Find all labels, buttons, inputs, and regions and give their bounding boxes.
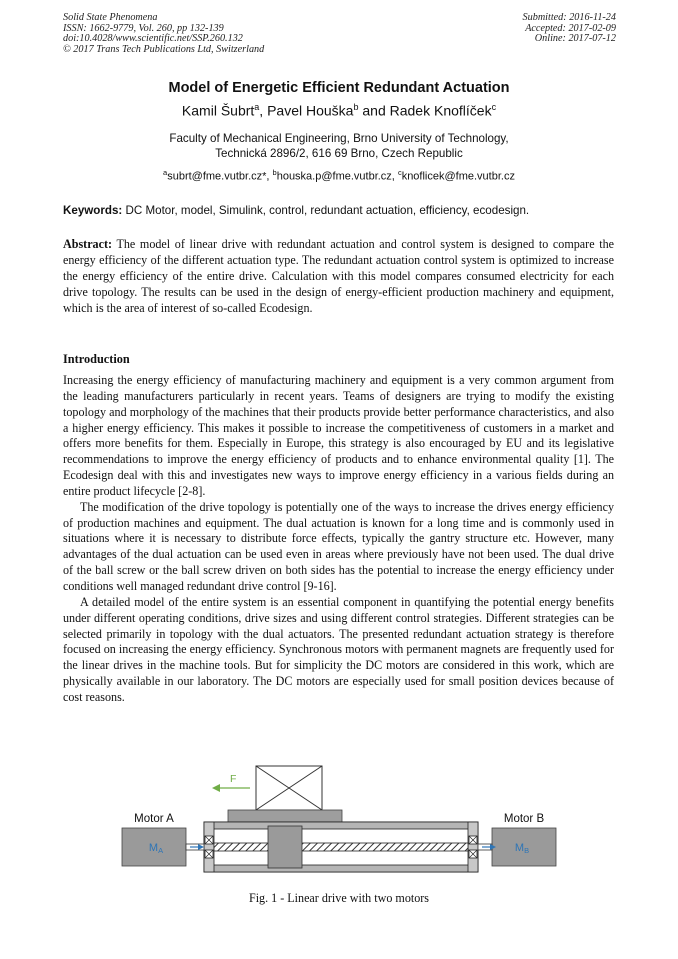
author-name: and Radek Knoflíček xyxy=(358,102,492,119)
paper-title: Model of Energetic Efficient Redundant Actuation xyxy=(168,80,510,96)
force-label: F xyxy=(230,773,237,785)
author-list xyxy=(0,102,678,119)
abstract xyxy=(63,237,614,317)
email-superscript: c xyxy=(397,168,402,177)
author-superscript: b xyxy=(353,102,359,112)
affiliation-line: Technická 2896/2, 616 69 Brno, Czech Republic xyxy=(215,147,463,160)
motor-b-label: Motor B xyxy=(503,813,545,825)
mb-label: MB xyxy=(514,842,530,855)
keywords-label: Keywords: xyxy=(63,204,123,217)
email-link[interactable]: subrt@fme.vutbr.cz*, xyxy=(167,170,273,183)
email-superscript: a xyxy=(163,168,168,177)
paragraph: The modification of the drive topology is potentially one of the ways to increase the drives energy efficiency of production machines and equipment. The dual actuation is known for a long time and is commonly used in situations where it is necessary to distribute force effects, typically the gantry structure etc. However, many advantages of the dual actuation can be used even in areas where previously have not been used. The dual drive of the ball screw or the ball screw driven on both sides has the potential to increase the energy efficiency under conditions well managed redundant drive control [9-16]. xyxy=(63,499,614,593)
author-superscript: a xyxy=(254,102,260,112)
paragraph: Increasing the energy efficiency of manufacturing machinery and equipment is a very common argument from the leading manufacturers particularly in recent years. Teams of designers are trying to modify the existing topology and morphology of the machines that their products provide better performance characteristics, and also a higher energy efficiency. This makes it possible to increase the competitiveness of customers in a market and offers more benefits for them. Especially in Europe, this strategy is also encouraged by EU and its legislative recommendations to improve the energy efficiency of products and to enhance environmental quality [1]. The Ecodesign deal with this and investigates new ways to improve energy efficiency in a various fields during an entire product lifecycle [2-8]. xyxy=(63,373,614,498)
accepted-date: Accepted: 2017-02-09 xyxy=(525,22,616,34)
keywords xyxy=(63,204,623,217)
online-date: Online: 2017-07-12 xyxy=(534,33,616,45)
table-plate xyxy=(228,810,342,822)
abstract-label: Abstract: xyxy=(63,237,113,251)
linear-drive-diagram xyxy=(120,764,560,884)
section-heading: Introduction xyxy=(63,352,130,366)
abstract-text: The model of linear drive with redundant actuation and control system is designed to compare the energy efficiency of the different actuation type. The redundant actuation control system is optimized to increase the energy efficiency of the entire drive. Calculation with this model compares consumed electricity for each drive topology. The results can be used in the design of energy-efficient production machinery and equipment, which is the area of interest of so-called Ecodesign. xyxy=(63,237,614,315)
affiliation-line: Faculty of Mechanical Engineering, Brno University of Technology, xyxy=(169,132,509,145)
motor-a-label: Motor A xyxy=(134,813,174,825)
author-superscript: c xyxy=(491,102,497,112)
submitted-date: Submitted: 2016-11-24 xyxy=(522,12,616,23)
figure-linear-drive xyxy=(120,764,560,884)
figure-caption: Fig. 1 - Linear drive with two motors xyxy=(248,891,430,905)
email-list xyxy=(0,168,678,183)
keywords-text: DC Motor, model, Simulink, control, redundant actuation, efficiency, ecodesign. xyxy=(122,204,530,217)
journal-header xyxy=(63,13,264,55)
email-superscript: b xyxy=(272,168,277,177)
author-name: Kamil Šubrt xyxy=(181,102,255,119)
copyright-line: © 2017 Trans Tech Publications Ltd, Switzerland xyxy=(63,43,265,55)
paragraph: A detailed model of the entire system is an essential component in quantifying the potential energy benefits under different operating conditions, drive sizes and using different control strategies. Different strategies can be selected primarily in topology with the dual actuators. The presented redundant actuation strategy is therefore focused on increasing the energy efficiency. Synchronous motors with permanent magnets are frequently used for the linear drives in the machine tools. But for simplicity the DC motors are considered in this work, which are physically available in our laboratory. The DC motors are especially used for small position devices because of cost reasons. xyxy=(63,594,614,704)
journal-name: Solid State Phenomena xyxy=(63,12,158,23)
author-name: , Pavel Houška xyxy=(259,102,354,119)
dates-header xyxy=(523,13,616,45)
doi-line: doi:10.4028/www.scientific.net/SSP.260.132 xyxy=(63,33,243,45)
ball-screw xyxy=(214,843,468,851)
issn-line: ISSN: 1662-9779, Vol. 260, pp 132-139 xyxy=(63,22,224,34)
email-link[interactable]: houska.p@fme.vutbr.cz, xyxy=(276,170,398,183)
email-link[interactable]: knoflicek@fme.vutbr.cz xyxy=(401,170,515,183)
affiliation xyxy=(0,131,678,161)
ma-label: MA xyxy=(148,842,164,855)
screw-nut xyxy=(268,826,302,868)
introduction-body xyxy=(63,373,614,706)
